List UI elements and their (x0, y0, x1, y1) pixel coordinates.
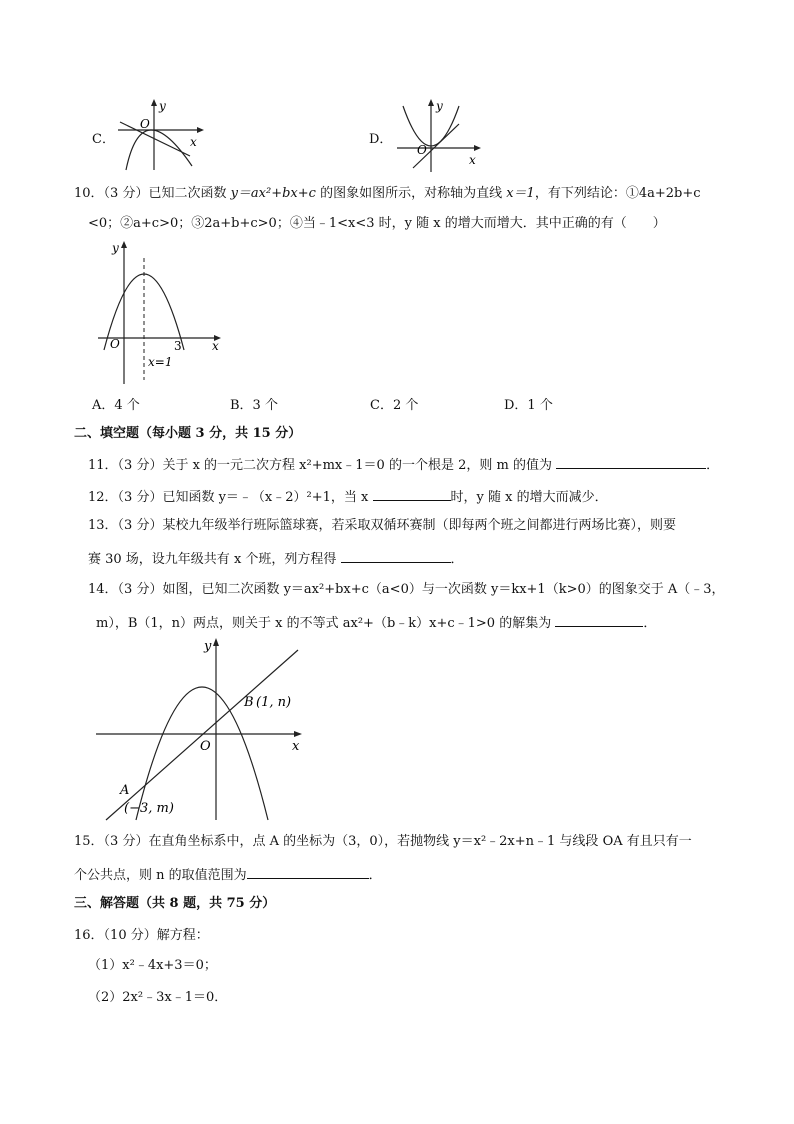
y-axis-label: y (112, 241, 119, 255)
q16-part2: （2）2x²﹣3x﹣1＝0． (88, 990, 228, 1005)
option-c-graph (112, 96, 212, 176)
point-b-label: B (244, 695, 254, 710)
q13-line2: 赛 30 场，设九年级共有 x 个班，列方程得 ． (88, 548, 464, 570)
q15-line1: 15．（3 分）在直角坐标系中，点 A 的坐标为（3，0），若抛物线 y＝x²﹣2x+n﹣1 与线段 OA 有且只有一 (74, 834, 692, 849)
q10-line2: <0；②a+c>0；③2a+b+c>0；④当﹣1<x<3 时，y 随 x 的增大而增大．其中正确的有（ ） (88, 216, 666, 231)
section-2-heading: 二、填空题（每小题 3 分，共 15 分） (74, 426, 302, 441)
origin-label: O (140, 117, 150, 131)
point-a-label: A (120, 783, 130, 798)
tick-3-label: 3 (174, 339, 182, 353)
q10-line1: 10．（3 分）已知二次函数 y＝ax²+bx+c 的图象如图所示，对称轴为直线 x＝1，有下列结论：①4a+2b+c (74, 186, 701, 201)
y-axis-label: y (159, 99, 166, 113)
q16-title: 16．（10 分）解方程： (74, 928, 209, 943)
origin-label: O (200, 739, 211, 754)
q11: 11．（3 分）关于 x 的一元二次方程 x²+mx﹣1＝0 的一个根是 2，则 m 的值为 ． (88, 454, 719, 476)
y-axis-label: y (436, 99, 443, 113)
option-d-label: D． (369, 132, 393, 147)
q14-line1: 14．（3 分）如图，已知二次函数 y＝ax²+bx+c（a<0）与一次函数 y＝kx+1（k>0）的图象交于 A（﹣3， (88, 582, 725, 597)
option-c-label: C． (92, 132, 115, 147)
y-axis-label: y (204, 639, 212, 654)
x-axis-label: x (190, 135, 197, 149)
q14-line2: m），B（1，n）两点，则关于 x 的不等式 ax²+（b﹣k）x+c﹣1>0 的解集为 ． (96, 612, 656, 634)
q14-graph (94, 634, 310, 824)
q13-line1: 13．（3 分）某校九年级举行班际篮球赛，若采取双循环赛制（即每两个班之间都进行两场比赛），则要 (88, 518, 676, 533)
origin-label: O (417, 143, 427, 157)
point-a-coord: (−3, m) (124, 801, 174, 816)
q10-option-c: C．2 个 (370, 398, 419, 413)
x-axis-label: x (469, 153, 476, 167)
q16-part1: （1）x²﹣4x+3＝0； (88, 958, 217, 973)
q10-graph (94, 238, 224, 386)
axis-eq-label: x=1 (148, 355, 173, 369)
q15-line2: 个公共点，则 n 的取值范围为 ． (74, 864, 382, 886)
x-axis-label: x (292, 739, 300, 754)
section-3-heading: 三、解答题（共 8 题，共 75 分） (74, 896, 276, 911)
x-axis-label: x (212, 339, 219, 353)
q10-option-b: B．3 个 (230, 398, 278, 413)
q10-option-d: D．1 个 (504, 398, 553, 413)
q10-option-a: A．4 个 (92, 398, 140, 413)
option-d-graph (393, 96, 493, 176)
q12: 12．（3 分）已知函数 y＝﹣（x﹣2）²+1，当 x 时，y 随 x 的增大而减少． (88, 486, 608, 508)
origin-label: O (110, 337, 120, 351)
point-b-coord: (1, n) (256, 695, 292, 710)
